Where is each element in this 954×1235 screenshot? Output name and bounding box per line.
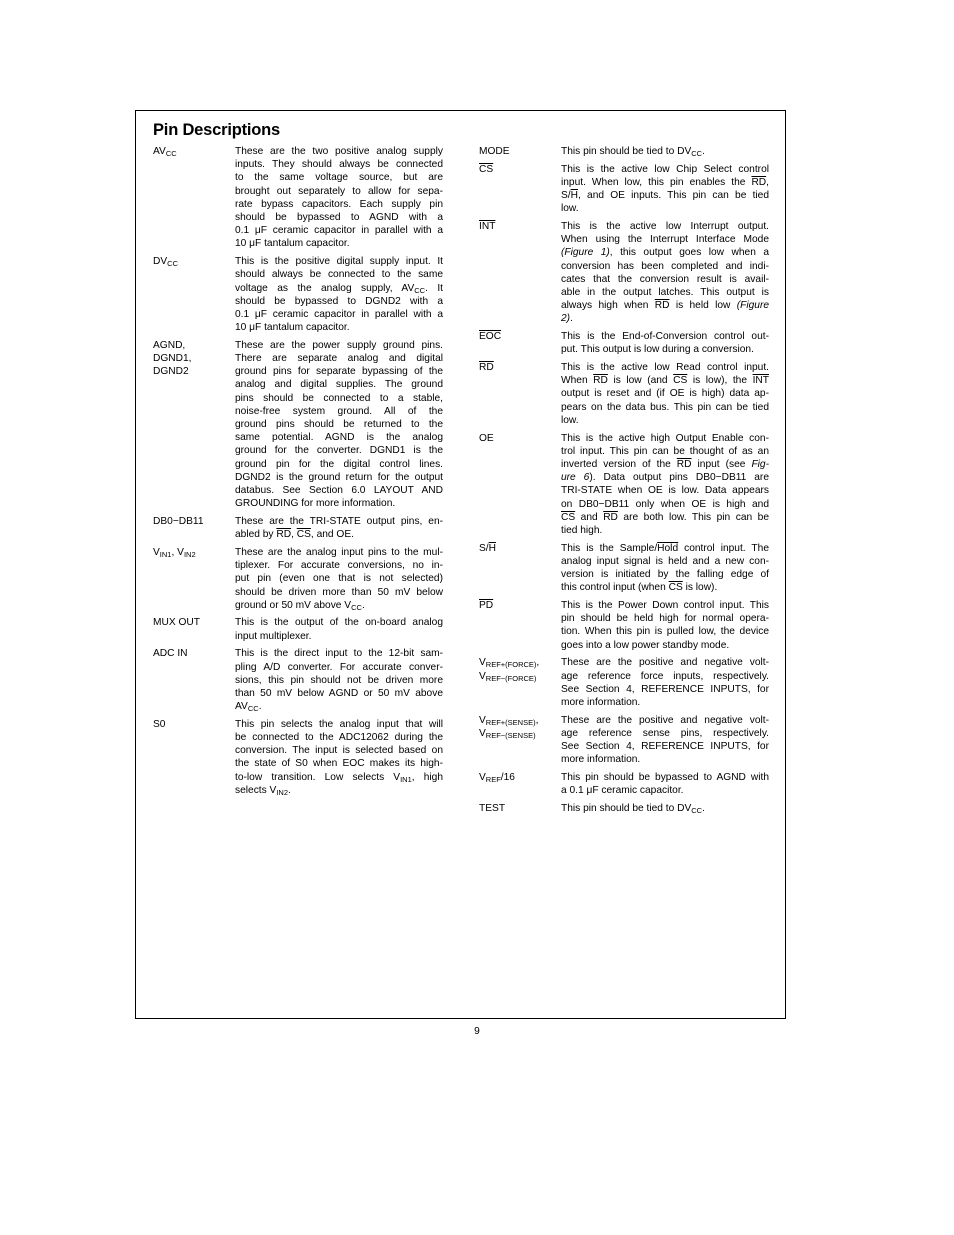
pin-name xyxy=(153,145,235,251)
description-line: pears on the data bus. This pin can be tied xyxy=(561,401,769,413)
description-line: $AV_{CC}$. xyxy=(235,701,262,714)
description-line: This is the active low Read control input. xyxy=(561,362,769,374)
pin-entry xyxy=(153,145,444,251)
description-line: ground for the converter. DGND1 is the xyxy=(235,445,443,457)
pin-name-line: $\overline{PD}$ xyxy=(479,600,494,611)
pin-name-line: ADC IN xyxy=(153,648,188,660)
description-line: When $\overline{RD}$ is low (and $\overline{CS}$ is low), the $\overline{INT}$ xyxy=(561,375,769,387)
pin-name-line: DGND1, xyxy=(153,353,192,365)
pin-description xyxy=(235,255,443,334)
pin-description xyxy=(561,163,769,216)
description-line: This pin should be bypassed to AGND with xyxy=(561,771,769,783)
pin-entry xyxy=(479,432,770,538)
page-title: Pin Descriptions xyxy=(153,121,280,139)
description-line: a 0.1 μF ceramic capacitor. xyxy=(561,785,684,797)
description-line: When using the Interrupt Interface Mode xyxy=(561,234,769,246)
description-line: tiplexer. For accurate conversions, no in- xyxy=(235,560,443,572)
pin-name xyxy=(153,515,235,541)
pin-name xyxy=(153,647,235,713)
description-line: age reference sense pins, respectively. xyxy=(561,727,769,739)
description-line: put. This output is low during a conversion. xyxy=(561,344,754,356)
description-line: sions, this pin should not be driven more xyxy=(235,674,443,686)
description-line: tied high. xyxy=(561,524,603,536)
pin-entry xyxy=(479,330,770,356)
pin-name xyxy=(153,718,235,797)
description-line: low. xyxy=(561,414,579,426)
description-line: cates that the conversion result is avail- xyxy=(561,273,769,285)
description-line: This pin should be tied to $DV_{CC}$. xyxy=(561,802,705,815)
description-line: be connected to the ADC12062 during the xyxy=(235,732,443,744)
description-line: inputs. They should always be connected xyxy=(235,159,443,171)
description-line: selects $V_{IN2}$. xyxy=(235,784,291,797)
pin-description xyxy=(561,432,769,538)
description-line: ure 6). Data output pins DB0−DB11 are xyxy=(561,472,769,484)
pin-name-line: DGND2 xyxy=(153,366,189,378)
pin-name-line: MUX OUT xyxy=(153,617,200,629)
pin-name xyxy=(479,542,561,595)
pin-name xyxy=(479,599,561,652)
pin-entry xyxy=(153,718,444,797)
description-line: This is the output of the on-board analog xyxy=(235,617,443,629)
pin-name-line: $V_{REF-(FORCE)}$ xyxy=(479,670,537,683)
description-line: This is the active high Output Enable con- xyxy=(561,432,769,444)
pin-name xyxy=(479,771,561,797)
description-line: (Figure 1), this output goes low when a xyxy=(561,247,769,259)
description-line: This is the active low Chip Select control xyxy=(561,163,769,175)
pin-name xyxy=(479,220,561,326)
description-line: This is the positive digital supply input. It xyxy=(235,256,443,268)
pin-name xyxy=(153,616,235,642)
description-line: These are the TRI-STATE output pins, en- xyxy=(235,515,443,527)
description-line: databus. See Section 6.0 LAYOUT AND xyxy=(235,485,443,497)
description-line: age reference force inputs, respectively. xyxy=(561,670,769,682)
description-line: input. When low, this pin enables the $\overline{RD}$, xyxy=(561,176,769,188)
pin-name xyxy=(479,361,561,427)
pin-description xyxy=(235,515,443,541)
pin-entry xyxy=(153,255,444,334)
pin-description xyxy=(561,330,769,356)
description-line: on DB0−DB11 only when OE is high and xyxy=(561,498,769,510)
pin-name-line: AGND, xyxy=(153,339,186,351)
pin-name-line: $V_{REF+(SENSE)}$, xyxy=(479,714,539,727)
pin-entry xyxy=(479,714,770,767)
description-line: pin should be held high for normal opera- xyxy=(561,613,769,625)
description-line: pins should be connected to a stable, xyxy=(235,392,443,404)
pin-name-line: $V_{IN1}$, $V_{IN2}$ xyxy=(153,546,196,559)
pin-name xyxy=(153,339,235,511)
description-line: trol input. This pin can be thought of as an xyxy=(561,445,769,457)
pin-name-line: DB0−DB11 xyxy=(153,515,204,527)
pin-description xyxy=(561,361,769,427)
description-line: more information. xyxy=(561,754,641,766)
description-line: DGND2 is the ground return for the output xyxy=(235,471,443,483)
pin-name-line: S0 xyxy=(153,718,166,730)
pin-description xyxy=(561,599,769,652)
description-line: ground or 50 mV above $V_{CC}$. xyxy=(235,599,365,612)
pin-entry xyxy=(479,361,770,427)
description-line: These are the positive and negative volt- xyxy=(561,714,769,726)
pin-name-line: $\overline{CS}$ xyxy=(479,163,494,175)
description-line: input multiplexer. xyxy=(235,630,312,642)
pin-entry xyxy=(479,145,770,158)
right-column xyxy=(479,145,770,820)
description-line: to-low transition. Low selects $V_{IN1}$, high xyxy=(235,771,443,784)
pin-description xyxy=(561,714,769,767)
description-line: This pin should be tied to $DV_{CC}$. xyxy=(561,146,705,158)
pin-entry xyxy=(479,542,770,595)
pin-name xyxy=(153,255,235,334)
description-line: version is initiated by the falling edge of xyxy=(561,569,769,581)
pin-name-line: $AV_{CC}$ xyxy=(153,146,177,158)
pin-name xyxy=(479,145,561,158)
description-line: should be bypassed to AGND with a xyxy=(235,212,443,224)
description-line: 10 μF tantalum capacitor. xyxy=(235,322,350,334)
description-line: 0.1 μF ceramic capacitor in parallel with a xyxy=(235,225,443,237)
description-line: This is the direct input to the 12-bit sam- xyxy=(235,648,443,660)
description-line: These are the two positive analog supply xyxy=(235,146,443,157)
description-line: GROUNDING for more information. xyxy=(235,498,396,510)
description-line: goes into a low power standby mode. xyxy=(561,639,730,651)
description-line: See Section 4, REFERENCE INPUTS, for xyxy=(561,683,769,695)
description-line: same potential. AGND is the analog xyxy=(235,432,443,444)
pin-entry xyxy=(153,339,444,511)
pin-description xyxy=(235,546,443,612)
pin-name-line: $V_{REF+(FORCE)}$, xyxy=(479,657,540,670)
description-line: rate bypass capacitors. Each supply pin xyxy=(235,198,443,210)
description-line: noise-free system ground. All of the xyxy=(235,405,443,417)
description-line: TRI-STATE when OE is low. Data appears xyxy=(561,485,769,497)
description-line: $\overline{CS}$ and $\overline{RD}$ are both low. This pin can be xyxy=(561,511,769,523)
description-line: always high when $\overline{RD}$ is held low (Figure xyxy=(561,300,770,312)
pin-entry xyxy=(153,546,444,612)
description-line: There are separate analog and digital xyxy=(235,353,443,365)
pin-description xyxy=(561,542,769,595)
pin-description xyxy=(235,145,443,251)
description-line: This pin selects the analog input that will xyxy=(235,718,443,730)
description-line: These are the analog input pins to the mul- xyxy=(235,546,443,558)
description-line: This is the active low Interrupt output. xyxy=(561,221,769,233)
description-line: 2). xyxy=(561,313,573,325)
pin-entry xyxy=(479,771,770,797)
pin-name-line: $DV_{CC}$ xyxy=(153,256,178,269)
description-line: inverted version of the $\overline{RD}$ input (see Fig- xyxy=(561,458,769,470)
description-line: voltage as the analog supply, $AV_{CC}$. It xyxy=(235,282,444,295)
description-line: 0.1 μF ceramic capacitor in parallel with a xyxy=(235,308,443,320)
left-column xyxy=(153,145,444,802)
description-line: ground pin for the digital control lines. xyxy=(235,458,443,470)
pin-name-line: $S/\overline{H}$ xyxy=(479,542,496,554)
description-line: abled by $\overline{RD}$, $\overline{CS}$, and OE. xyxy=(235,529,354,541)
pin-name xyxy=(479,714,561,767)
description-line: more information. xyxy=(561,696,641,708)
pin-description xyxy=(561,656,769,709)
pin-entry xyxy=(153,616,444,642)
description-line: pling A/D converter. For accurate conver- xyxy=(235,661,443,673)
pin-description xyxy=(235,718,443,797)
description-line: These are the power supply ground pins. xyxy=(235,339,443,351)
description-line: analog and digital supplies. The ground xyxy=(235,379,443,391)
pin-name-line: $V_{REF}/16$ xyxy=(479,771,515,784)
pin-description xyxy=(235,339,443,511)
description-line: should be bypassed to DGND2 with a xyxy=(235,295,443,307)
pin-description xyxy=(561,220,769,326)
pin-name-line: TEST xyxy=(479,802,506,814)
pin-name-line: $\overline{INT}$ xyxy=(479,221,496,233)
pin-description xyxy=(235,616,443,642)
description-line: ground pins should be returned to the xyxy=(235,419,443,431)
pin-name xyxy=(479,432,561,538)
description-line: tion. When this pin is pulled low, the device xyxy=(561,626,769,638)
description-line: should be driven more than 50 mV below xyxy=(235,586,443,598)
pin-entry xyxy=(479,220,770,326)
pin-entry xyxy=(153,515,444,541)
pin-name xyxy=(479,802,561,815)
pin-entry xyxy=(153,647,444,713)
pin-description xyxy=(561,771,769,797)
pin-name-line: $V_{REF-(SENSE)}$ xyxy=(479,727,536,740)
pin-name xyxy=(479,330,561,356)
description-line: than 50 mV below AGND or 50 mV above xyxy=(235,687,443,699)
pin-description xyxy=(561,802,769,815)
description-line: analog input signal is held and a new con- xyxy=(561,555,769,567)
description-line: conversion. The input is selected based on xyxy=(235,745,443,757)
description-line: to the same voltage source, but are xyxy=(235,172,443,184)
description-line: low. xyxy=(561,203,579,215)
description-line: This is the Sample/Hold control input. The xyxy=(561,542,769,554)
description-line: the state of S0 when EOC makes its high- xyxy=(235,758,443,770)
pin-entry xyxy=(479,599,770,652)
pin-name-line: OE xyxy=(479,432,494,444)
description-line: put pin (even one that is not selected) xyxy=(235,573,443,585)
page-number: 9 xyxy=(474,1026,480,1037)
description-line: should always be connected to the same xyxy=(235,269,443,281)
pin-name xyxy=(153,546,235,612)
pin-name-line: $\overline{EOC}$ xyxy=(479,331,502,343)
pin-name-line: MODE xyxy=(479,146,510,157)
pin-entry xyxy=(479,656,770,709)
pin-entry xyxy=(479,802,770,815)
pin-name xyxy=(479,656,561,709)
description-line: able in the output latches. This output is xyxy=(561,287,769,299)
description-line: 10 μF tantalum capacitor. xyxy=(235,238,350,250)
description-line: output is reset and (if OE is high) data ap- xyxy=(561,388,769,400)
description-line: conversion has been completed and indi- xyxy=(561,260,769,272)
pin-description xyxy=(561,145,769,158)
description-line: This is the End-of-Conversion control out- xyxy=(561,331,769,343)
description-line: this control input (when $\overline{CS}$ is low). xyxy=(561,582,718,594)
pin-description xyxy=(235,647,443,713)
description-line: ground pins for separate bypassing of the xyxy=(235,366,443,378)
description-line: This is the Power Down control input. This xyxy=(561,600,769,611)
pin-name xyxy=(479,163,561,216)
description-line: These are the positive and negative volt- xyxy=(561,657,769,669)
description-line: brought out separately to allow for sepa- xyxy=(235,185,443,197)
pin-entry xyxy=(479,163,770,216)
pin-name-line: $\overline{RD}$ xyxy=(479,362,494,374)
description-line: See Section 4, REFERENCE INPUTS, for xyxy=(561,741,769,753)
description-line: $S/\overline{H}$, and OE inputs. This pin can be tied xyxy=(561,190,769,202)
